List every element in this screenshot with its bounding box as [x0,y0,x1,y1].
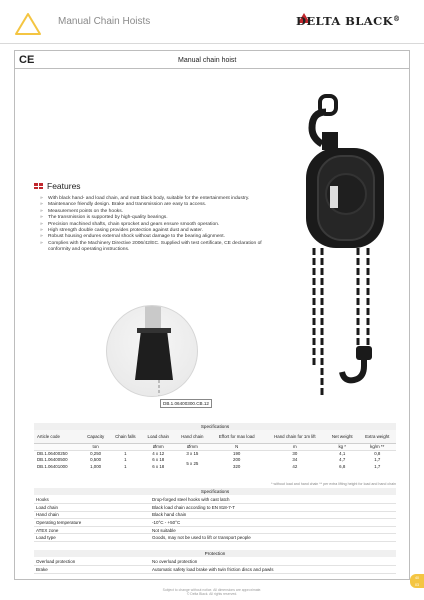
protection-value: No overload protection [150,558,396,566]
feature-item: » High strength double casing provides protection against dust and water. [40,228,280,234]
brand-logo [296,14,400,28]
unit-cell: Ømm [175,443,210,450]
table-cell: 1,7 [374,457,381,463]
article-code-tag: DB.1.06400300.CB.12 [160,399,212,408]
table-cell: DB.1.06401000 [37,463,68,469]
table-cell: DB.1.06400500 [37,457,68,463]
footer-disclaimer [100,588,324,596]
table-cell: 0,250 [90,450,102,456]
table-cell: 0,8 [374,450,381,456]
document-title: Manual Chain Hoists [58,16,151,27]
column-header: Hand chain for 1m lift [264,430,326,443]
column-header: Chain falls [109,430,141,443]
spec-row [34,496,396,504]
warning-triangle-icon [14,12,42,36]
protection-value: Automatic safety load brake with twin friction discs and pawls [150,566,396,574]
table-cell: 1,7 [374,463,381,469]
features-heading [34,181,81,191]
features-list [40,196,280,254]
spec-value: Black load chain according to EN 818-7-T [150,504,396,512]
column-header: Load chain [141,430,175,443]
table-cell: 4,7 [339,457,346,463]
table-cell: 6 x 18 [152,457,165,463]
protection-key: Overload protection [34,558,150,566]
feature-item: » Maintenance friendly design. Brake and transmission are easy to access. [40,202,280,208]
spec-row [34,534,396,542]
disclaimer-line: © Delta Black. All rights reserved. [186,592,238,597]
table-cell: 6,8 [339,463,346,469]
table-row [34,450,396,457]
title-divider [14,68,410,69]
spec-key: Load chain [34,504,150,512]
sheet-title: Manual chain hoist [178,57,237,64]
table-cell: 30 [292,450,298,456]
unit-cell: ton [82,443,109,450]
spec-value: Black hand chain [150,511,396,519]
unit-cell: kg * [326,443,359,450]
spec-key: Load type [34,534,150,542]
table-cell: 3 x 15 [186,450,199,456]
protection-table [34,558,396,574]
table-cell-merged: 5 x 25 [186,460,199,466]
feature-item: » Complies with the Machinery Directive 2006/42/EC. Supplied with test certificate, CE declaration of conformity and operating instructions. [40,241,280,254]
table-cell: 1 [124,450,127,456]
feature-item: » Measurement points on the hooks. [40,209,280,215]
spec-value: -10°C - +50°C [150,519,396,527]
unit-cell: kg/m ** [359,443,397,450]
page-subnumber: 03 [415,583,419,587]
column-header: Hand chain [175,430,210,443]
disclaimer-line: Subject to change without notice. All dimensions are approximate. [162,588,262,592]
feature-item: » The transmission is supported by high-quality bearings. [40,215,280,221]
spec-key: Hooks [34,496,150,504]
unit-cell: Ømm [141,443,175,450]
uk-flag-icon [34,183,43,189]
column-header: Net weight [326,430,359,443]
features-heading-text: Features [47,181,81,191]
table-cell: 1 [124,457,127,463]
specifications-details-table [34,496,396,542]
column-header: Article code [34,430,82,443]
table-row [34,464,396,470]
spec-row [34,511,396,519]
unit-cell: m [264,443,326,450]
table-cell: 190 [233,450,241,456]
spec-key: Operating temperature [34,519,150,527]
table-cell: DB.1.06400250 [37,450,68,456]
unit-cell [109,443,141,450]
table-cell: 4 x 12 [152,450,165,456]
feature-item: » Robust housing endures external shock without damage to the bearing alignment. [40,234,280,240]
chain-bag-detail-image [106,305,198,397]
feature-item: » Precision machined shafts, chain sprocket and gears ensure smooth operation. [40,222,280,228]
chain-bag-illustration [107,306,198,397]
unit-cell: N [210,443,264,450]
protection-row [34,558,396,566]
column-header: Effort for max load [210,430,264,443]
table-cell: 200 [233,457,241,463]
column-header: Capacity [82,430,109,443]
spec-value: Drop-forged steel hooks with cast latch [150,496,396,504]
brand-name: DELTA BLACK [296,14,394,28]
page-header [0,0,424,44]
protection-band: Protection [34,550,396,557]
spec-key: Hand chain [34,511,150,519]
chain-hoist-image [278,92,408,402]
ce-mark: CE [19,54,35,66]
specifications-band: Specifications [34,423,396,430]
table-cell: 6 x 18 [152,463,165,469]
spec-value: Goods, may not be used to lift or transport people [150,534,396,542]
table-cell: 42 [292,463,298,469]
protection-key: Brake [34,566,150,574]
protection-row [34,566,396,574]
table-footnote: * without load and hand chain ** per extra lifting height for load and hand chain [271,482,396,486]
table-cell: 1,000 [90,463,102,469]
table-cell: 0,500 [90,457,102,463]
specifications-band-2: Specifications [34,488,396,495]
feature-item: » With black hand- and load chain, and matt black body, suitable for the entertainment industry. [40,196,280,202]
unit-cell [34,443,82,450]
column-header: Extra weight [359,430,397,443]
registered-mark: ® [393,14,401,23]
spec-row [34,504,396,512]
table-cell: 1 [124,463,127,469]
table-header-row [34,430,396,443]
spec-key: ATEX zone [34,526,150,534]
table-cell: 320 [233,463,241,469]
spec-row [34,526,396,534]
spec-value: Not suitable [150,526,396,534]
page-number: 40 [415,576,419,580]
specifications-table [34,430,396,470]
spec-row [34,519,396,527]
units-row [34,443,396,450]
table-cell: 34 [292,457,298,463]
page-number-tab [410,574,424,588]
table-cell: 4,1 [339,450,346,456]
